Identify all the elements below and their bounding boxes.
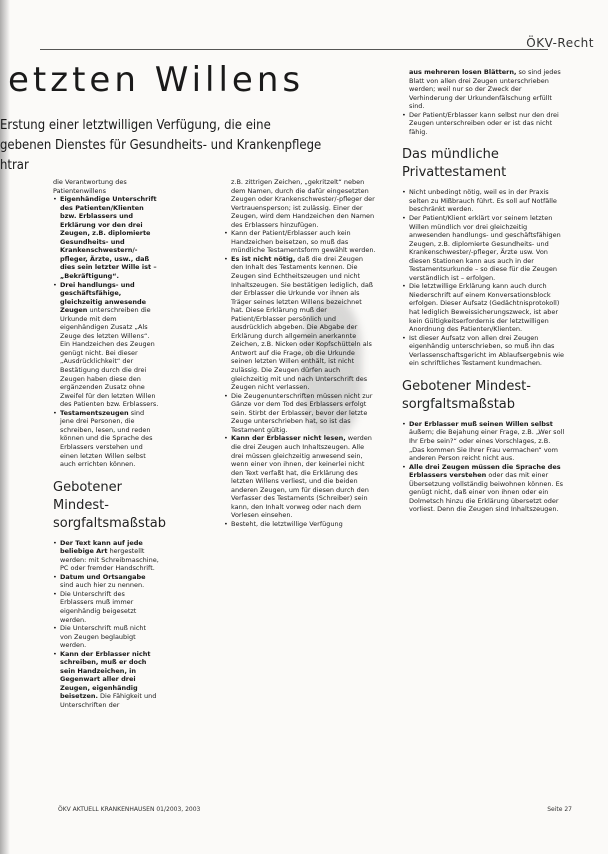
list-item [402,214,566,282]
section-heading: Gebotener Mindest-sorgfaltsmaßstab [53,479,167,531]
list-item [53,650,159,710]
list-item [224,229,376,255]
bold-text: Es ist nicht nötig, [231,254,296,263]
list-item [224,392,376,435]
section-heading: Das mündliche Privattestament [402,147,507,181]
bullet-list [402,68,566,136]
bold-text: Datum und Ortsangabe [60,572,146,581]
section-label: ÖKV-Recht [526,36,594,50]
list-item [53,624,159,650]
list-item [402,282,566,333]
bullet-list [53,539,159,710]
list-item [53,590,159,624]
body-text: oder das mit einer Übersetzung vollständig beiwohnen können. Es genügt nicht, daß einer von ihnen oder ein Dolmetsch hinzu die Erklärung übersetzt oder vorliest. Denn die Zeugen sind Inhaltszeugen. [409,471,564,514]
list-item [53,281,159,409]
list-item [53,573,159,590]
body-text: Nicht unbedingt nötig, weil es in der Praxis selten zu Mißbrauch führt. Es soll auf Notfälle beschränkt werden. [409,188,557,214]
list-item [402,463,566,514]
body-text: hergestellt werden: mit Schreibmaschine, PC oder fremder Handschrift. [60,547,159,573]
body-text: sind jene drei Personen, die schreiben, lesen, und reden können und die Sprache des Erblassers verstehen und einen letzten Willen selbst auch errichten können. [60,408,153,469]
body-text: Ist dieser Aufsatz von allen drei Zeugen eigenhändig unterschrieben, so muß ihn das Verlassenschaftsgericht im Ablaufsergebnis wie ein schriftliches Testament kundmachen. [409,333,565,368]
list-item [53,195,159,280]
list-item [224,178,376,229]
article-title: etzten Willens [8,60,305,100]
list-item [53,539,159,573]
header-rule [40,49,548,50]
list-item [224,520,376,529]
body-text: Die Unterschrift des Erblassers muß immer eigenhändig beigesetzt werden. [60,589,137,624]
body-text: Die letztwillige Erklärung kann auch durch Niederschrift auf einem Konversationsblock erfolgen. Dieser Aufsatz (Gedächtnisprotokoll) hat lediglich Beweissicherungszweck, ist aber kein Gültigkeitserfordernis der letztwilligen Anordnung des Patienten/Klienten. [409,282,560,334]
bold-text: aus mehreren losen Blättern, [409,68,517,76]
body-text: daß die drei Zeugen den Inhalt des Testaments kennen. Die Zeugen sind Echtheitszeugen und nicht Inhaltszeugen. Sie bestätigen lediglich, daß der Erblasser die Urkunde vor ihnen als Träger seines letzten Willens bezeichnet hat. Diese Erklärung muß der Patient/Erblasser persönlich und ausdrücklich abgeben. Die Abgabe der Erklärung durch allgemein anerkannte Zeichen, z.B. Nicken oder Kopfschütteln als Antwort auf die Frage, ob die Urkunde seinen letzten Willen enthält, ist nicht zulässig. Die Zeugen dürfen auch gleichzeitig mit und nach Unterschrift des Zeugen nicht verlassen. [231,254,373,392]
bold-text: Der Erblasser muß seinen Willen selbst [409,419,553,428]
subtitle-line: gebenen Dienstes für Gesundheits- und Krankenpflege [0,138,322,153]
column-right [402,68,566,514]
body-text: Der Patient/Klient erklärt vor seinem letzten Willen mündlich vor drei gleichzeitig anwesenden handlungs- und geschäftsfähigen Zeugen, z.B. diplomierte Gesundheits- und Krankenschwester/-pfleger, Ärzte usw. Von diesen Stationen kann aus auch in der Testamentsurkunde – so diese für die Zeugen verständlich ist – erfolgen. [409,214,561,282]
paragraph: die Verantwortung des Patientenwillens [53,178,127,195]
bold-text: Der Text kann auf jede beliebige Art [60,538,143,556]
subtitle-line: htrar [0,158,29,173]
subtitle-line: Erstung einer letztwilligen Verfügung, die eine [0,118,271,133]
body-text: Die Fähigkeit und Unterschriften der [60,692,157,709]
body-text: Die Zeugenunterschriften müssen nicht zur Gänze vor dem Tod des Erblassers erfolgt sein. Stirbt der Erblasser, bevor der letzte Zeuge unterschrieben hat, so ist das Testament gültig. [231,391,373,434]
list-item [402,420,566,463]
column-left [53,178,167,710]
bullet-list [53,195,159,469]
article-subtitle [0,116,392,176]
body-text: unterschreiben die Urkunde mit dem eigenhändigen Zusatz „Als Zeuge des letzten Willens“. Ein Handzeichen des Zeugen genügt nicht. Bei dieser „Ausdrücklichkeit“ der Bestätigung durch die drei Zeugen haben diese den ergänzenden Zusatz ohne Zweifel für den letzten Willen des Patienten bzw. Erblassers. [60,306,159,409]
body-text: äußern; die Bejahung einer Frage, z.B. „Wer soll Ihr Erbe sein?“ oder eines Vorschlages, z.B. „Das kommen Sie Ihrer Frau vermachen“ vom anderen Person reicht nicht aus. [409,428,565,463]
body-text: Kann der Patient/Erblasser auch kein Handzeichen beisetzen, so muß das mündliche Testamentsform gewählt werden. [231,229,376,255]
footer-source: ÖKV AKTUELL KRANKENHAUSEN 01/2003, 2003 [58,806,201,813]
body-text: so sind jedes Blatt von allen drei Zeugen unterschrieben werden; weil nur so der Zweck der Verhinderung der Urkundenfälschung erfüllt sind. [409,68,561,111]
list-item [224,434,376,519]
body-text: Der Patient/Erblasser kann selbst nur den drei Zeugen unterschreiben oder er ist das nicht fähig. [409,110,559,136]
body-text: Besteht, die letztwillige Verfügung [231,519,343,528]
body-text: z.B. zittrigen Zeichen, „gekritzelt“ neben dem Namen, durch die dafür eingesetzten Zeugen oder Krankenschwester/-pfleger der Vertrauensperson; ist zulässig. Einer der Zeugen, wird dem Handzeichen den Namen des Erblassers hinzufügen. [231,178,375,229]
column-middle [224,178,376,528]
bold-text: Kann der Erblasser nicht lesen, [231,434,346,443]
body-text: werden die drei Zeugen auch Inhaltszeugen. Alle drei müssen gleichzeitig anwesend sein, wenn einer von ihnen, der keinerlei nicht den Text verfaßt hat, die Erklärung des letzten Willens verliest, und die beiden anderen Zeugen, um für diesen durch den Verfasser des Testaments (Schreiber) sein kann, den Inhalt vorweg oder nach dem Vorlesen einsehen. [231,434,372,520]
bullet-list [402,420,566,514]
bold-text: Alle drei Zeugen müssen die Sprache des Erblassers verstehen [409,462,561,480]
bullet-list [402,188,566,367]
bold-text: Testamentszeugen [60,408,129,417]
bullet-list [224,178,376,528]
list-item [224,255,376,392]
body-text: sind auch hier zu nennen. [60,581,145,590]
section-heading: Gebotener Mindest-sorgfaltsmaßstab [402,378,531,412]
bold-text: Eigenhändige Unterschrift des Patienten/Klienten bzw. Erblassers und Erklärung vor den drei Zeugen, z.B. diplomierte Gesundheits- und Krankenschwestern/-pfleger, Ärzte, usw., daß dies sein letzter Wille ist – „Bekräftigung“. [60,195,157,281]
bold-text: Drei handlungs- und geschäftsfähige, gleichzeitig anwesende Zeugen [60,280,147,315]
body-text: Die Unterschrift muß nicht von Zeugen beglaubigt werden. [60,624,147,650]
bold-text: Kann der Erblasser nicht schreiben, muß er doch sein Handzeichen, in Gegenwart aller drei Zeugen, eigenhändig beisetzen. [60,649,151,701]
list-item [402,68,566,111]
page-number: Seite 27 [547,806,572,813]
list-item [402,334,566,368]
list-item [53,409,159,469]
list-item [402,188,566,214]
list-item [402,111,566,137]
